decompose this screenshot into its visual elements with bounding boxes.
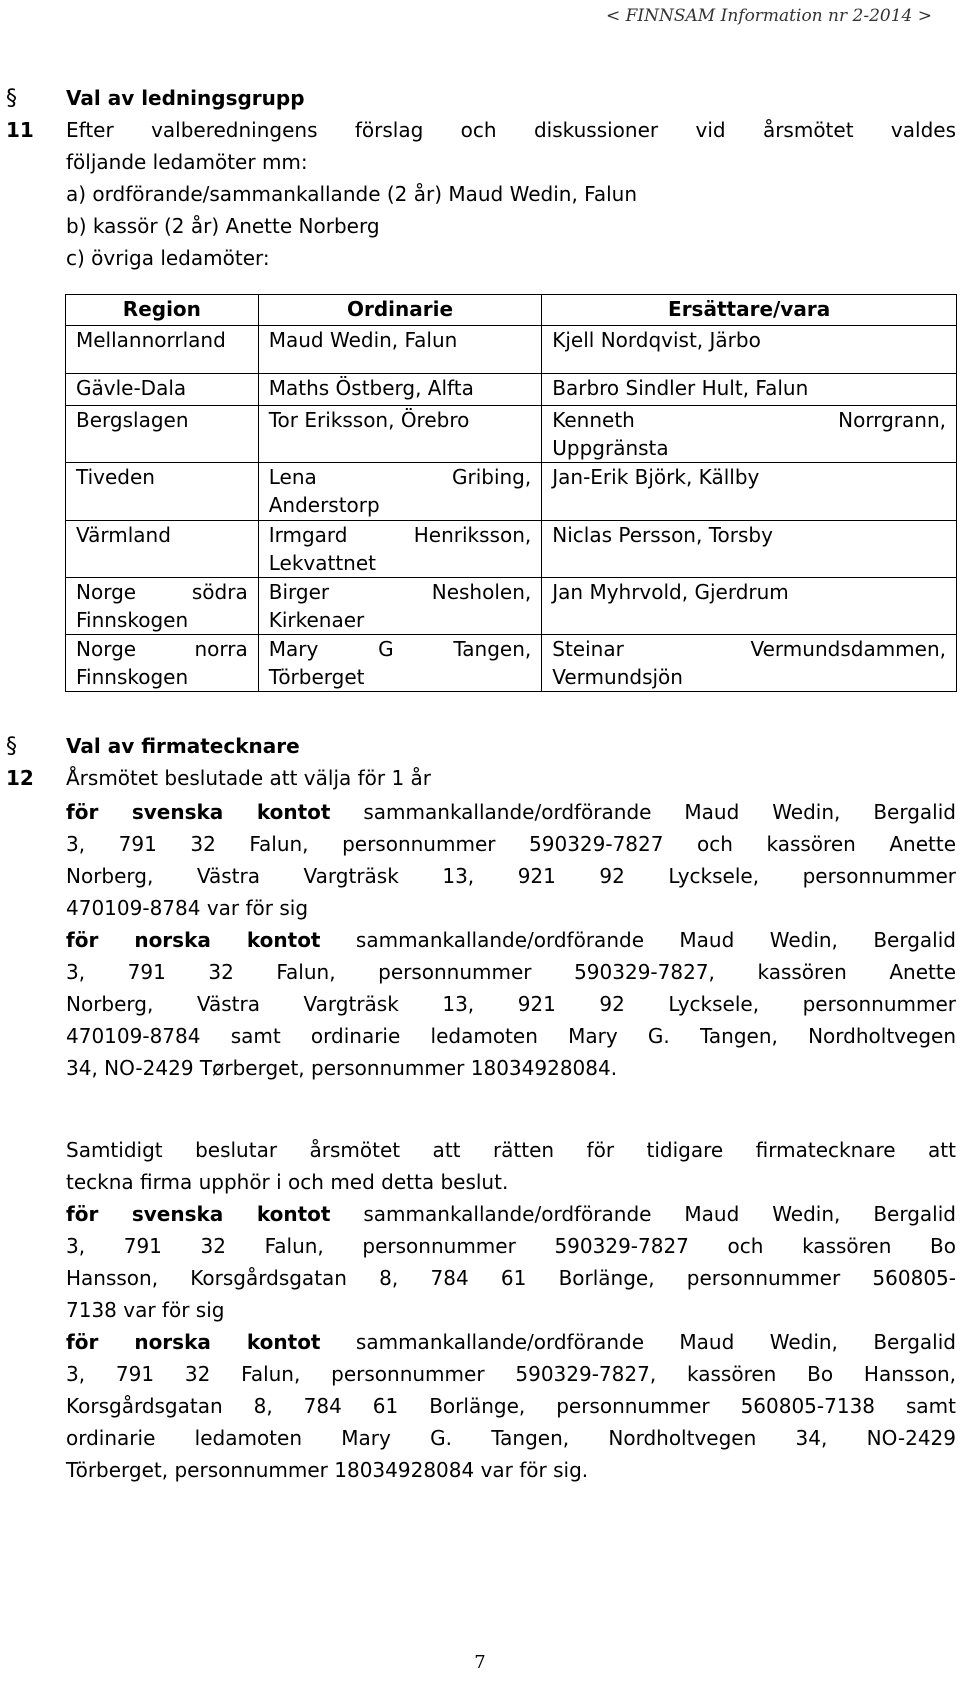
cell-line: Mellannorrland [76, 328, 226, 352]
cell-line: Bergslagen [76, 408, 189, 432]
text: sammankallande/ordförande Maud Wedin, Bergalid [330, 800, 956, 824]
text: sammankallande/ordförande Maud Wedin, Bergalid [330, 1202, 956, 1226]
cell-line: Barbro Sindler Hult, Falun [552, 376, 809, 400]
ordinarie-cell [258, 326, 542, 374]
ersattare-cell [542, 326, 957, 374]
cell-line: Vermundsjön [552, 665, 683, 689]
page-number: 7 [474, 1652, 486, 1673]
region-cell [66, 463, 259, 521]
cell-line: Törberget [268, 665, 365, 689]
column-header: Ersättare/vara [542, 295, 957, 326]
ersattare-cell [542, 463, 957, 521]
cell-line: Niclas Persson, Torsby [552, 523, 773, 547]
paragraph-line: 7138 var för sig [66, 1298, 225, 1322]
table-row [66, 326, 957, 374]
table-row [66, 578, 957, 635]
text: sammankallande/ordförande Maud Wedin, Bergalid [320, 1330, 956, 1354]
paragraph-line: 3, 791 32 Falun, personnummer 590329-7827 och kassören Bo [66, 1234, 956, 1258]
item-c: c) övriga ledamöter: [66, 246, 270, 270]
item-b: b) kassör (2 år) Anette Norberg [66, 214, 380, 238]
cell-line: Kirkenaer [268, 608, 365, 632]
table-row [66, 463, 957, 521]
cell-line: Finnskogen [76, 608, 189, 632]
ordinarie-cell [258, 406, 542, 463]
paragraph-line: Norberg, Västra Vargträsk 13, 921 92 Lycksele, personnummer [66, 992, 956, 1016]
ersattare-cell [542, 374, 957, 406]
paragraph-line: Törberget, personnummer 18034928084 var för sig. [66, 1458, 589, 1482]
cell-line: Norge norra [76, 637, 248, 661]
paragraph-line: 470109-8784 var för sig [66, 896, 309, 920]
cell-line: Steinar Vermundsdammen, [552, 637, 946, 661]
section-11-title: Val av ledningsgrupp [66, 86, 305, 110]
cell-line: Jan-Erik Björk, Källby [552, 465, 760, 489]
table-row [66, 635, 957, 692]
ordinarie-cell [258, 374, 542, 406]
ersattare-cell [542, 521, 957, 578]
section-symbol: § [6, 734, 17, 759]
paragraph-line: 470109-8784 samt ordinarie ledamoten Mary G. Tangen, Nordholtvegen [66, 1024, 956, 1048]
cell-line: Tor Eriksson, Örebro [268, 408, 470, 432]
cell-line: Mary G Tangen, [268, 637, 532, 661]
bold-label: för norska kontot [66, 928, 321, 952]
board-members-table [65, 294, 957, 692]
table-header-row [66, 295, 957, 326]
cell-line: Birger Nesholen, [268, 580, 532, 604]
paragraph-line [66, 1202, 956, 1226]
paragraph-line [66, 928, 956, 952]
ordinarie-cell [258, 635, 542, 692]
ersattare-cell [542, 578, 957, 635]
table-row [66, 521, 957, 578]
cell-line: Maud Wedin, Falun [268, 328, 458, 352]
bold-label: för svenska kontot [66, 1202, 331, 1226]
region-cell [66, 326, 259, 374]
ersattare-cell [542, 406, 957, 463]
cell-line: Norge södra [76, 580, 248, 604]
paragraph-line: 3, 791 32 Falun, personnummer 590329-7827, kassören Anette [66, 960, 956, 984]
cell-line: Maths Östberg, Alfta [268, 376, 474, 400]
cell-line: Jan Myhrvold, Gjerdrum [552, 580, 789, 604]
ersattare-cell [542, 635, 957, 692]
paragraph-line [66, 800, 956, 824]
paragraph-line: 34, NO-2429 Tørberget, personnummer 18034928084. [66, 1056, 618, 1080]
region-cell [66, 635, 259, 692]
cell-line: Lekvattnet [268, 551, 376, 575]
region-cell [66, 578, 259, 635]
region-cell [66, 521, 259, 578]
section-symbol: § [6, 86, 17, 111]
page-header: < FINNSAM Information nr 2-2014 > [605, 6, 932, 26]
cell-line: Tiveden [76, 465, 155, 489]
ordinarie-cell [258, 521, 542, 578]
section-11-number: 11 [6, 118, 34, 142]
ordinarie-cell [258, 463, 542, 521]
paragraph-line [66, 1330, 956, 1354]
section-11-intro-line: följande ledamöter mm: [66, 150, 308, 174]
cell-line: Kenneth Norrgrann, [552, 408, 946, 432]
section-12-intro: Årsmötet beslutade att välja för 1 år [66, 766, 432, 790]
column-header: Region [66, 295, 259, 326]
table-row [66, 406, 957, 463]
cell-line: Finnskogen [76, 665, 189, 689]
paragraph-line: teckna firma upphör i och med detta beslut. [66, 1170, 509, 1194]
section-12-number: 12 [6, 766, 34, 790]
section-12-title: Val av firmatecknare [66, 734, 300, 758]
paragraph-line: 3, 791 32 Falun, personnummer 590329-7827, kassören Bo Hansson, [66, 1362, 956, 1386]
paragraph-line: Norberg, Västra Vargträsk 13, 921 92 Lycksele, personnummer [66, 864, 956, 888]
text: sammankallande/ordförande Maud Wedin, Bergalid [320, 928, 956, 952]
cell-line: Anderstorp [268, 493, 380, 517]
paragraph-line: Korsgårdsgatan 8, 784 61 Borlänge, personnummer 560805-7138 samt [66, 1394, 956, 1418]
ordinarie-cell [258, 578, 542, 635]
bold-label: för svenska kontot [66, 800, 331, 824]
cell-line: Lena Gribing, [268, 465, 532, 489]
paragraph-line: Samtidigt beslutar årsmötet att rätten för tidigare firmatecknare att [66, 1138, 956, 1162]
paragraph-line: 3, 791 32 Falun, personnummer 590329-7827 och kassören Anette [66, 832, 956, 856]
cell-line: Irmgard Henriksson, [268, 523, 532, 547]
section-11-intro-line: Efter valberedningens förslag och diskussioner vid årsmötet valdes [66, 118, 956, 142]
bold-label: för norska kontot [66, 1330, 321, 1354]
paragraph-line: ordinarie ledamoten Mary G. Tangen, Nordholtvegen 34, NO-2429 [66, 1426, 956, 1450]
column-header: Ordinarie [258, 295, 542, 326]
cell-line: Uppgränsta [552, 436, 669, 460]
item-a: a) ordförande/sammankallande (2 år) Maud Wedin, Falun [66, 182, 637, 206]
table-row [66, 374, 957, 406]
cell-line: Gävle-Dala [76, 376, 187, 400]
cell-line: Värmland [76, 523, 171, 547]
region-cell [66, 406, 259, 463]
cell-line: Kjell Nordqvist, Järbo [552, 328, 761, 352]
region-cell [66, 374, 259, 406]
paragraph-line: Hansson, Korsgårdsgatan 8, 784 61 Borlänge, personnummer 560805- [66, 1266, 956, 1290]
